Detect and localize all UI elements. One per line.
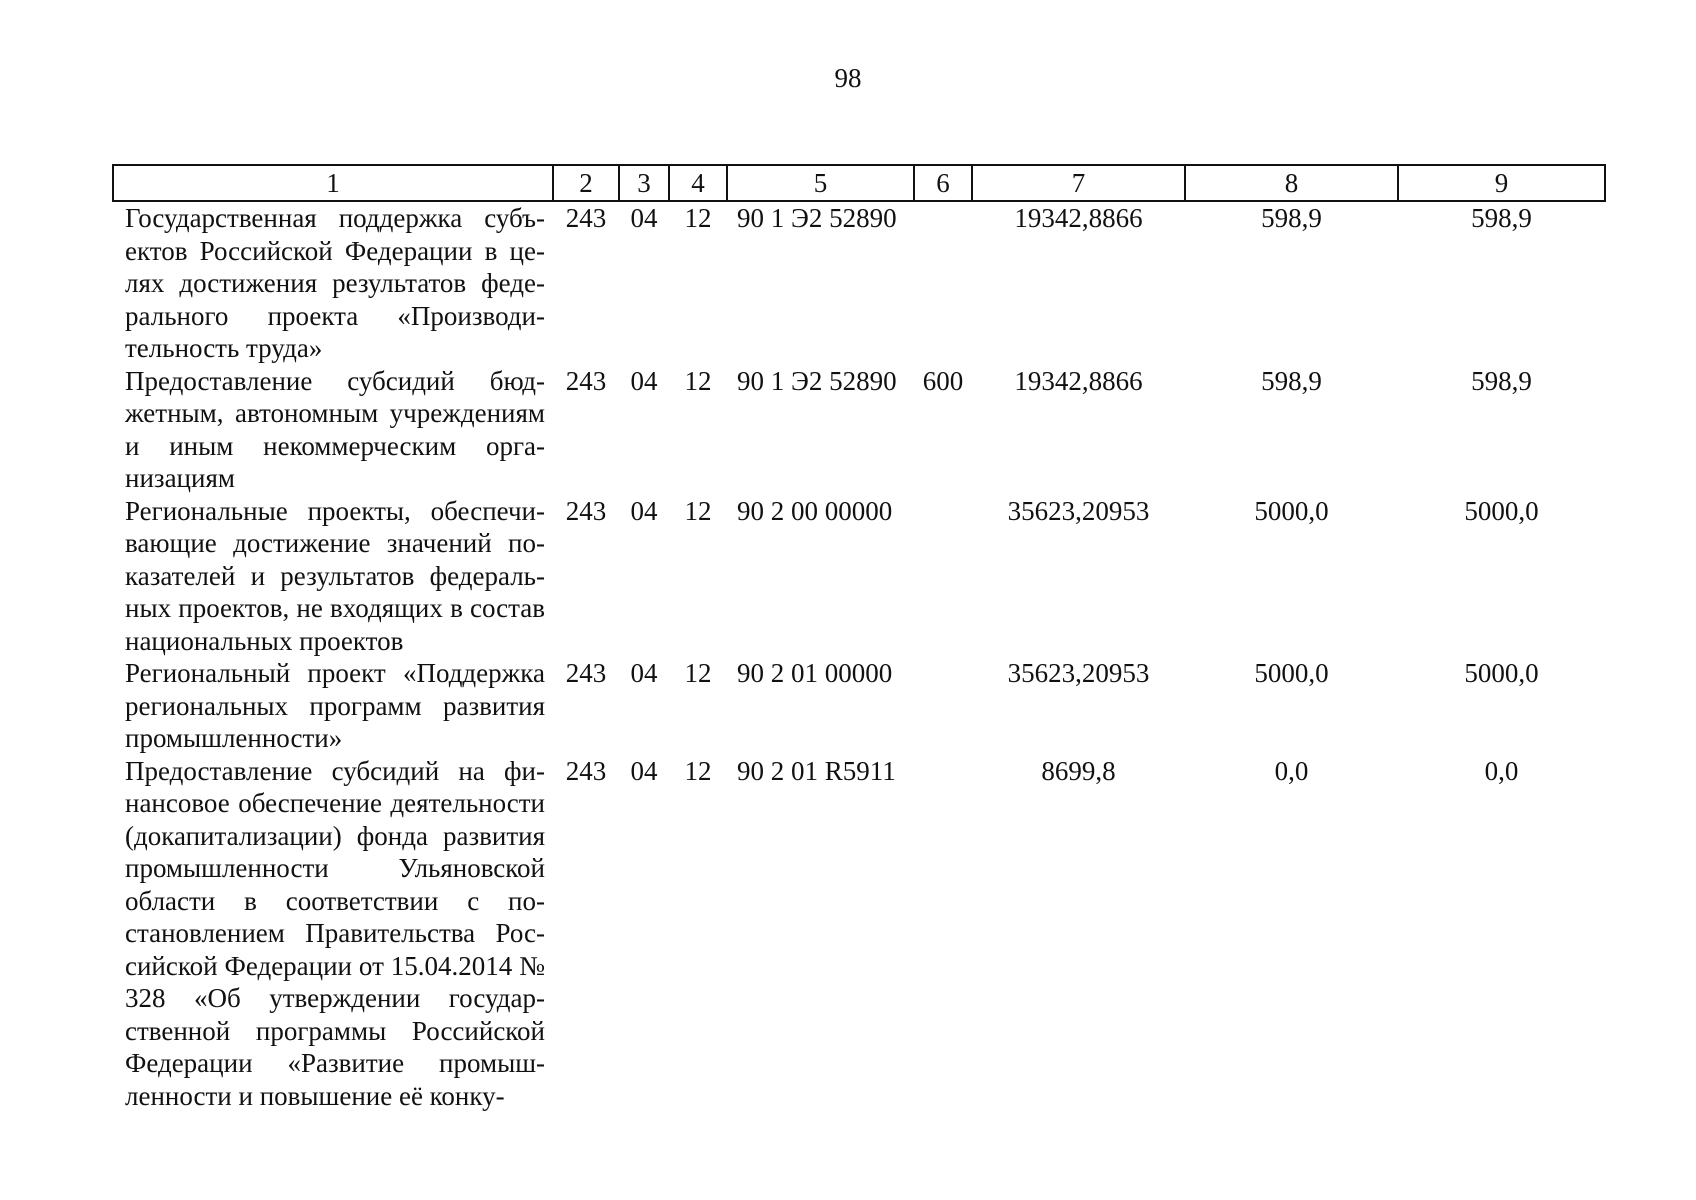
cell-c4: 12 <box>684 658 712 688</box>
cell-c2: 243 <box>565 365 607 396</box>
cell-c5: 90 2 01 R5911 <box>737 755 896 786</box>
column-header: 4 <box>669 165 727 201</box>
cell-c2: 243 <box>565 658 607 688</box>
cell-c6 <box>914 201 972 365</box>
cell-c9: 598,9 <box>1471 365 1532 396</box>
cell-c6 <box>914 755 972 1113</box>
column-header: 3 <box>619 165 669 201</box>
column-header: 1 <box>113 165 553 201</box>
cell-c9: 0,0 <box>1484 755 1519 786</box>
table-row <box>113 201 1605 365</box>
cell-c4: 12 <box>684 755 712 786</box>
column-header: 9 <box>1398 165 1605 201</box>
row-name: Региональный проект «Поддержка региональных программ развития промышленности» <box>125 658 545 753</box>
cell-c4: 12 <box>684 495 712 526</box>
column-number-header-row <box>113 165 1605 201</box>
cell-c3: 04 <box>630 755 658 786</box>
cell-c9: 5000,0 <box>1464 495 1539 526</box>
cell-c8: 598,9 <box>1261 203 1322 233</box>
cell-c2: 243 <box>565 755 607 786</box>
cell-c2: 243 <box>565 495 607 526</box>
row-name: Предоставление субсидий на финансовое обеспечение деятельности (докапитализации) фонда развития промышленности Ульяновской области в соответствии с постановлением Правительства Российской Федерации от 15.04.2014 № 328 «Об утверждении государственной программы Российской Федерации «Развитие промышленности и повышение её конку- <box>125 755 545 1111</box>
row-name: Предоставление субсидий бюджетным, автономным учреждениям и иным некоммерческим организациям <box>125 365 545 493</box>
cell-c3: 04 <box>630 495 658 526</box>
cell-c7: 19342,8866 <box>1014 203 1143 233</box>
cell-c5: 90 1 Э2 52890 <box>737 203 897 233</box>
cell-c8: 5000,0 <box>1254 658 1329 688</box>
cell-c7: 35623,20953 <box>1007 658 1150 688</box>
table-row <box>113 755 1605 1113</box>
column-header: 2 <box>553 165 619 201</box>
cell-c7: 19342,8866 <box>1014 365 1143 396</box>
column-header: 6 <box>914 165 972 201</box>
cell-c6: 600 <box>922 365 964 396</box>
cell-c4: 12 <box>684 203 712 233</box>
cell-c5: 90 2 01 00000 <box>737 658 893 688</box>
cell-c3: 04 <box>630 203 658 233</box>
table-row <box>113 495 1605 658</box>
cell-c7: 8699,8 <box>1041 755 1116 786</box>
budget-table <box>112 164 1606 1112</box>
cell-c7: 35623,20953 <box>1007 495 1150 526</box>
cell-c4: 12 <box>684 365 712 396</box>
cell-c6 <box>914 657 972 755</box>
cell-c9: 5000,0 <box>1464 658 1539 688</box>
cell-c8: 0,0 <box>1274 755 1309 786</box>
cell-c5: 90 2 00 00000 <box>737 495 893 526</box>
cell-c5: 90 1 Э2 52890 <box>737 365 897 396</box>
cell-c6 <box>914 495 972 658</box>
cell-c2: 243 <box>565 203 607 233</box>
cell-c3: 04 <box>630 658 658 688</box>
column-header: 5 <box>727 165 914 201</box>
table-row <box>113 365 1605 495</box>
cell-c3: 04 <box>630 365 658 396</box>
page-number: 98 <box>834 63 862 93</box>
row-name: Государственная поддержка субъектов Российской Федерации в целях достижения результатов федерального проекта «Производительность труда» <box>125 203 545 363</box>
column-header: 7 <box>972 165 1185 201</box>
row-name: Региональные проекты, обеспечивающие достижение значений показателей и результатов федеральных проектов, не входящих в состав национальных проектов <box>125 495 545 656</box>
cell-c8: 5000,0 <box>1254 495 1329 526</box>
cell-c8: 598,9 <box>1261 365 1322 396</box>
cell-c9: 598,9 <box>1471 203 1532 233</box>
column-header: 8 <box>1185 165 1398 201</box>
table-row <box>113 657 1605 755</box>
